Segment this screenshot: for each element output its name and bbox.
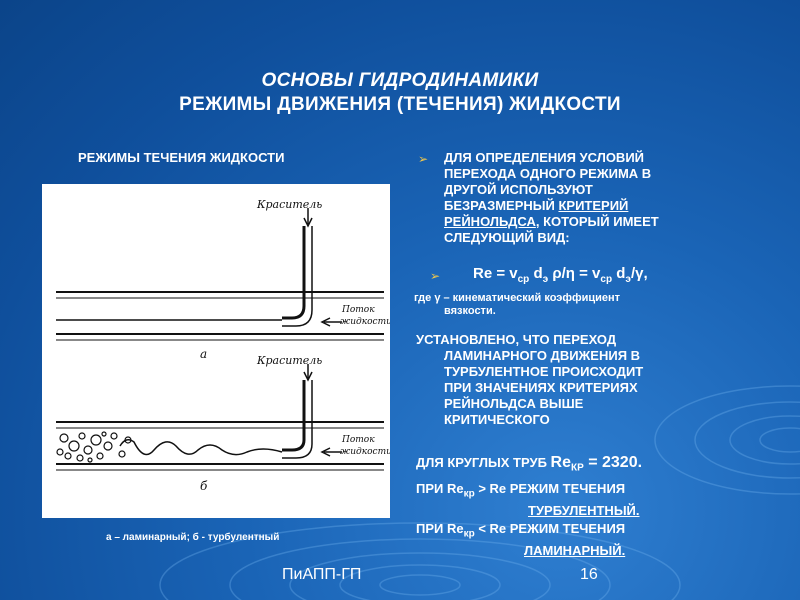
diagram-caption: а – ламинарный; б - турбулентный (106, 532, 280, 543)
dye-tube-b (282, 380, 304, 450)
label-dye-a: Краситель (257, 198, 323, 211)
label-letter-b: б (200, 479, 208, 493)
left-heading: РЕЖИМЫ ТЕЧЕНИЯ ЖИДКОСТИ (78, 150, 285, 165)
turbulent-eddies (57, 432, 131, 462)
dye-streak-turbulent (120, 440, 282, 455)
bullet-reynolds-definition: ДЛЯ ОПРЕДЕЛЕНИЯ УСЛОВИЙ ПЕРЕХОДА ОДНОГО РЕЖИМА В ДРУГОЙ ИСПОЛЬЗУЮТ БЕЗРАЗМЕРНЫЙ КРИТЕРИЙ РЕЙНОЛЬДСА, КОТОРЫЙ ИМЕЕТ СЛЕДУЮЩИЙ ВИД: (444, 150, 659, 245)
label-dye-b: Краситель (257, 354, 323, 367)
viscosity-note: где γ – кинематический коэффициент вязкости. (414, 292, 621, 317)
label-flow-a-1: Поток (342, 305, 375, 315)
arrow-bullet-icon: ➢ (418, 152, 429, 166)
slide-subtitle: РЕЖИМЫ ДВИЖЕНИЯ (ТЕЧЕНИЯ) ЖИДКОСТИ (179, 94, 621, 115)
label-flow-b-1: Поток (342, 435, 375, 445)
round-pipe-critical-value: ДЛЯ КРУГЛЫХ ТРУБ $Re_{КР} = 2320$. (416, 454, 643, 474)
laminar-condition: ПРИ $Re_{кр} < Re$ РЕЖИМ ТЕЧЕНИЯ ЛАМИНАРНЫЙ. (416, 521, 626, 558)
footer-org: ПиАПП-ГП (282, 566, 362, 583)
page-number: 16 (580, 566, 598, 583)
label-flow-b-2: жидкости (340, 447, 390, 457)
flow-regime-diagram (42, 184, 390, 518)
label-letter-a: а (200, 347, 208, 361)
turbulent-condition: ПРИ $Re_{кр} > Re$ РЕЖИМ ТЕЧЕНИЯ ТУРБУЛЕНТНЫЙ. (416, 481, 640, 518)
critical-transition-paragraph: УСТАНОВЛЕНО, ЧТО ПЕРЕХОД ЛАМИНАРНОГО ДВИЖЕНИЯ В ТУРБУЛЕНТНОЕ ПРОИСХОДИТ ПРИ ЗНАЧЕНИЯХ КРИТЕРИЯХ РЕЙНОЛЬДСА ВЫШЕ КРИТИЧЕСКОГО (416, 332, 644, 427)
reynolds-formula: $Re = v_{ср}$ $d_э$ $\rho/\eta = v_{ср}$ $d_э/\gamma$, (473, 265, 648, 285)
slide-title: ОСНОВЫ ГИДРОДИНАМИКИ (261, 70, 539, 91)
flow-diagram-svg (42, 184, 390, 518)
label-flow-a-2: жидкости (340, 317, 390, 327)
dye-tube-a (282, 226, 304, 318)
arrow-bullet-icon: ➢ (430, 269, 441, 283)
